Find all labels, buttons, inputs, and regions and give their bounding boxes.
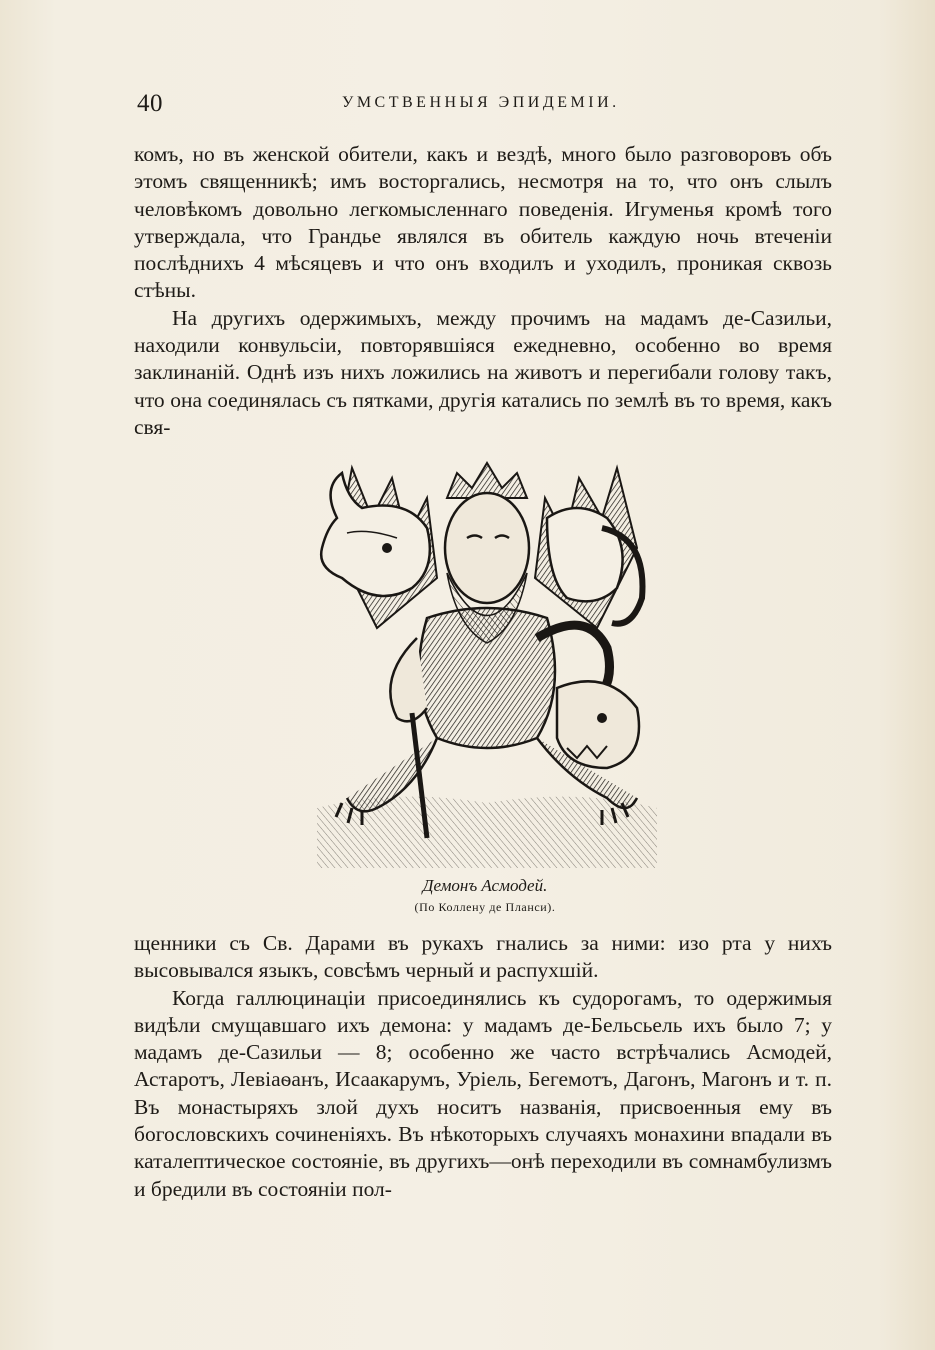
running-head: УМСТВЕННЫЯ ЭПИДЕМІИ. [342,94,620,111]
text-block-bottom [134,930,832,1203]
text-block-top [134,141,832,441]
page-number: 40 [137,90,163,117]
demon-engraving-image [317,458,657,868]
paragraph: щенники съ Св. Дарами въ рукахъ гнались за ними: изо рта у нихъ высовывался языкъ, совсѣмъ черный и распухшій. [134,931,832,983]
page-header [137,90,827,120]
figure-source: (По Коллену де Планси). [414,900,556,914]
paragraph: Когда галлюцинаціи присоединялись къ судорогамъ, то одержимыя видѣли смущавшаго ихъ демона: у мадамъ де-Бельсьель ихъ было 7; у мадамъ де-Сазильи — 8; особенно же часто встрѣчались Асмодей, Астаротъ, Левіаѳанъ, Исаакарумъ, Уріель, Бегемотъ, Дагонъ, Магонъ и т. п. Въ монастыряхъ злой духъ носитъ названія, присвоенныя ему въ богословскихъ сочиненіяхъ. Въ нѣкоторыхъ случаяхъ монахини впадали въ каталептическое состояніе, въ другихъ—онѣ переходили въ сомнамбулизмъ и бредили въ состояніи пол- [134,985,832,1201]
paragraph: На другихъ одержимыхъ, между прочимъ на мадамъ де-Сазильи, находили конвульсіи, повторявшіяся ежедневно, особенно во время заклинаній. Однѣ изъ нихъ ложились на животъ и перегибали голову такъ, что она соединялась съ пятками, другія катались по землѣ въ то время, какъ свя- [134,305,832,439]
paragraph: комъ, но въ женской обители, какъ и вездѣ, много было разговоровъ объ этомъ священникѣ; имъ восторгались, несмотря на то, что онъ слылъ человѣкомъ довольно легкомысленнаго поведенія. Игуменья кромѣ того утверждала, что Грандье являлся въ обитель каждую ночь втеченіи послѣднихъ 4 мѣсяцевъ и что онъ входилъ и уходилъ, проникая сквозь стѣны. [134,142,832,303]
illustration-asmodeus [317,458,657,868]
figure-caption: Демонъ Асмодей. [422,876,548,895]
